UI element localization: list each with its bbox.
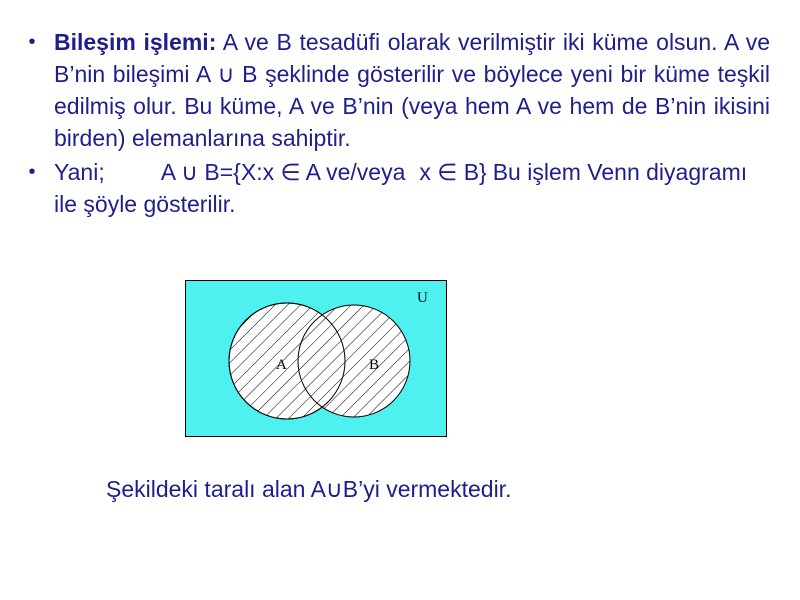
bullet-list — [22, 26, 770, 220]
venn-diagram — [185, 280, 447, 437]
caption: Şekildeki taralı alan A∪B’yi vermektedir. — [106, 476, 512, 502]
set-b-label: B — [369, 357, 380, 373]
set-a-label: A — [276, 357, 287, 373]
formula-set-builder-end: x ∈ B} — [419, 159, 487, 185]
universe-label: U — [417, 290, 428, 306]
formula-set-builder: A ∪ B={X:x ∈ A ve/veya — [160, 159, 406, 185]
bullet-union-formula — [22, 156, 770, 220]
bullet-union-definition — [22, 26, 770, 154]
bullet-text: A ve B tesadüfi olarak verilmiştir iki küme olsun. A ve B’nin bileşimi A ∪ B şeklinde gösterilir ve böylece yeni bir küme teşkil edilmiş olur. Bu küme, A ve B’nin (veya hem A ve hem de B’nin ikisini birden) elemanlarına sahiptir. — [54, 29, 770, 151]
formula-intro: Yani; — [54, 159, 105, 185]
bullet-dot-icon: • — [28, 31, 36, 53]
bullet-dot-icon: • — [28, 161, 36, 183]
set-b-circle — [298, 305, 410, 417]
bullet-bold-lead: Bileşim işlemi: — [54, 29, 217, 55]
formula-explanation: Bu işlem Venn diyagramı ile şöyle gösterilir. — [54, 159, 748, 217]
